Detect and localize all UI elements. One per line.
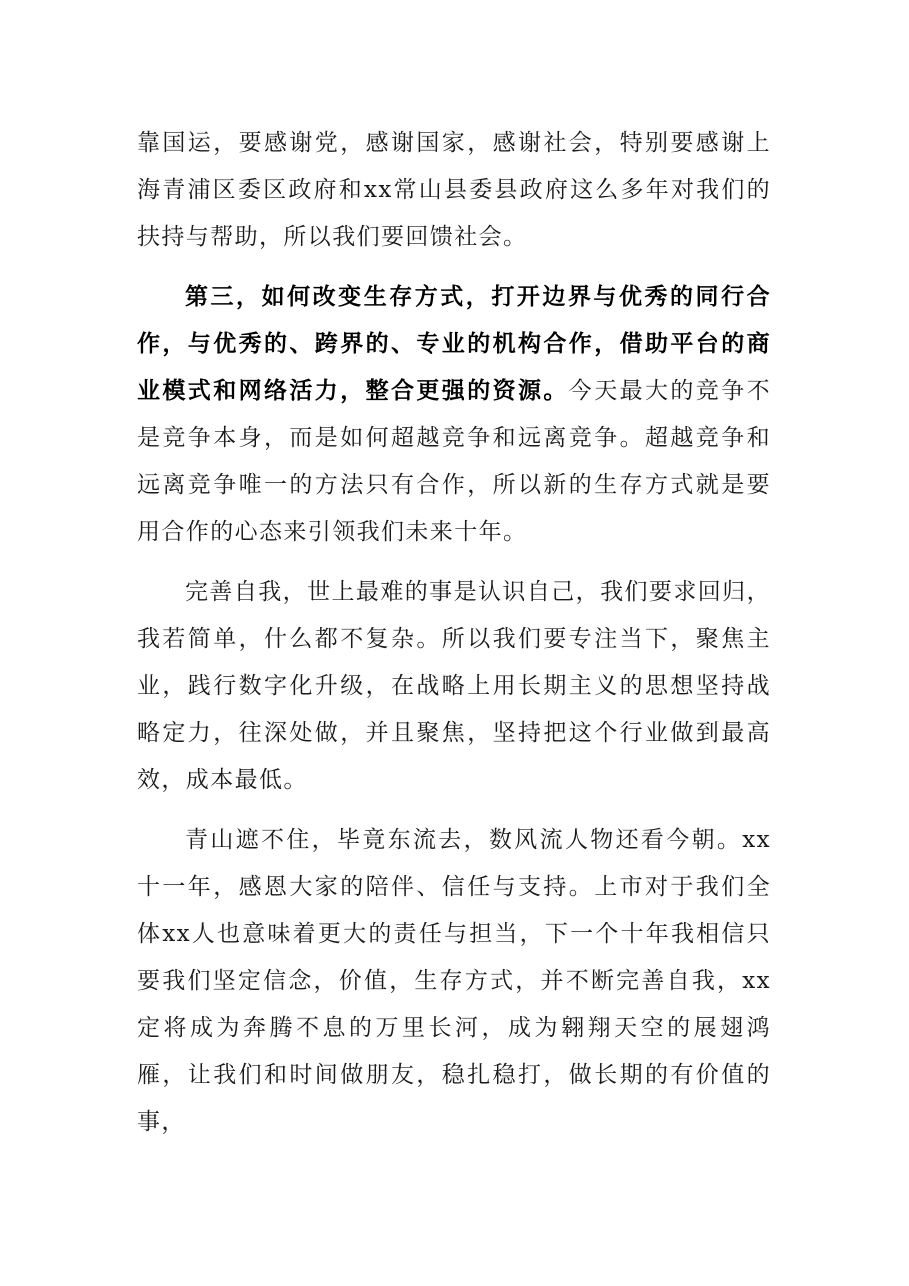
paragraph-gratitude [137,120,771,261]
document-body [137,120,771,1146]
paragraph-text: 靠国运，要感谢党，感谢国家，感谢社会，特别要感谢上海青浦区委区政府和xx常山县委县政府这么多年对我们的扶持与帮助，所以我们要回馈社会。 [137,130,771,250]
paragraph-self-improvement [137,569,771,804]
paragraph-lead-bold: 第三，如何改变生存方式，打开边界与优秀的同行合作，与优秀的、跨界的、专业的机构合作，借助平台的商业模式和网络活力，整合更强的资源。 [137,284,771,404]
paragraph-text: 完善自我，世上最难的事是认识自己，我们要求回归，我若简单，什么都不复杂。所以我们要专注当下，聚焦主业，践行数字化升级，在战略上用长期主义的思想坚持战略定力，往深处做，并且聚焦，坚持把这个行业做到最高效，成本最低。 [137,579,771,793]
paragraph-text: 今天最大的竞争不是竞争本身，而是如何超越竞争和远离竞争。超越竞争和远离竞争唯一的方法只有合作，所以新的生存方式就是要用合作的心态来引领我们未来十年。 [137,378,771,545]
paragraph-third-point [137,274,771,556]
paragraph-closing [137,817,771,1146]
paragraph-text: 青山遮不住，毕竟东流去，数风流人物还看今朝。xx十一年，感恩大家的陪伴、信任与支持。上市对于我们全体xx人也意味着更大的责任与担当，下一个十年我相信只要我们坚定信念，价值，生存方式，并不断完善自我，xx定将成为奔腾不息的万里长河，成为翱翔天空的展翅鸿雁，让我们和时间做朋友，稳扎稳打，做长期的有价值的事， [137,827,771,1135]
